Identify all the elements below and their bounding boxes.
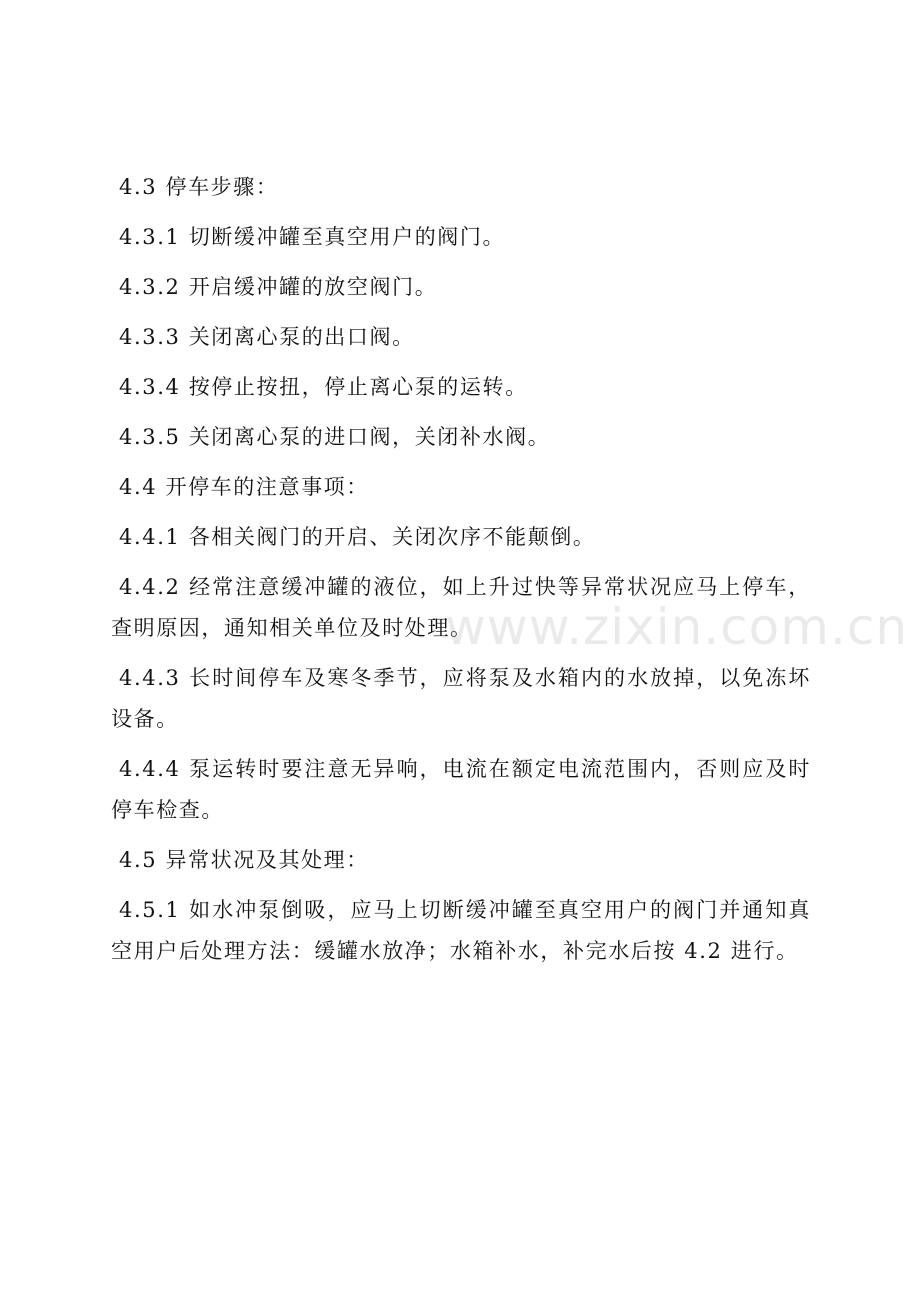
step-4-3-1: 4.3.1 切断缓冲罐至真空用户的阀门。 bbox=[119, 225, 506, 249]
section-heading-4-4: 4.4 开停车的注意事项： bbox=[119, 475, 369, 499]
note-4-4-2: 4.4.2 经常注意缓冲罐的液位，如上升过快等异常状况应马上停车，查明原因，通知相关单位及时处理。 bbox=[111, 575, 811, 640]
note-4-4-1: 4.4.1 各相关阀门的开启、关闭次序不能颠倒。 bbox=[119, 525, 596, 549]
note-4-4-4: 4.4.4 泵运转时要注意无异响，电流在额定电流范围内，否则应及时停车检查。 bbox=[111, 757, 811, 822]
step-4-3-2: 4.3.2 开启缓冲罐的放空阀门。 bbox=[119, 275, 438, 299]
procedure-4-5-1: 4.5.1 如水冲泵倒吸，应马上切断缓冲罐至真空用户的阀门并通知真空用户后处理方法：缓罐水放净；水箱补水，补完水后按 4.2 进行。 bbox=[111, 898, 811, 963]
note-4-4-3: 4.4.3 长时间停车及寒冬季节，应将泵及水箱内的水放掉，以免冻坏设备。 bbox=[111, 666, 811, 731]
document-body bbox=[111, 167, 811, 981]
step-4-3-4: 4.3.4 按停止按扭，停止离心泵的运转。 bbox=[119, 375, 528, 399]
step-4-3-5: 4.3.5 关闭离心泵的进口阀，关闭补水阀。 bbox=[119, 425, 551, 449]
section-heading-4-5: 4.5 异常状况及其处理： bbox=[119, 848, 369, 872]
step-4-3-3: 4.3.3 关闭离心泵的出口阀。 bbox=[119, 325, 415, 349]
watermark: www.zixin.com.cn bbox=[445, 598, 909, 656]
section-heading-4-3: 4.3 停车步骤： bbox=[119, 175, 279, 199]
